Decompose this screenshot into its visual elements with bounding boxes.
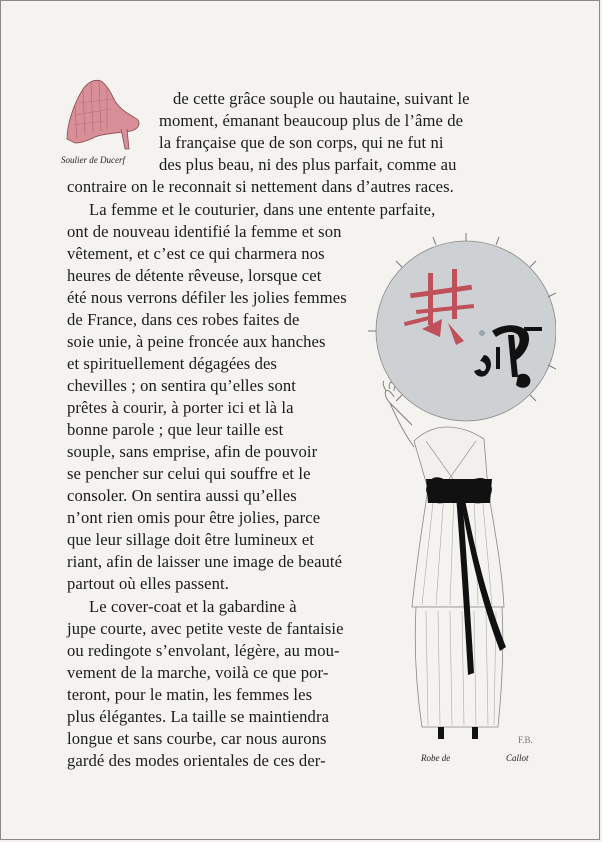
text-line: La femme et le couturier, dans une entente parfaite, — [89, 200, 436, 219]
text-line: gardé des modes orientales de ces der- — [67, 751, 326, 770]
text-line: des plus beau, ni des plus parfait, comme au — [159, 155, 457, 174]
text-line: de cette grâce souple ou hautaine, suivant le — [173, 89, 470, 108]
text-line: chevilles ; on sentira qu’elles sont — [67, 376, 296, 395]
text-line: vement de la marche, voilà ce que por- — [67, 663, 329, 682]
shoe-icon — [67, 80, 139, 149]
text-line: longue et sans courbe, car nous aurons — [67, 729, 327, 748]
text-line: teront, pour le matin, les femmes les — [67, 685, 313, 704]
text-line: et spirituellement dégagées des — [67, 354, 277, 373]
dress-caption-left: Robe de — [421, 753, 451, 763]
text-line: de France, dans ces robes faites de — [67, 310, 300, 329]
text-line: été nous verrons défiler les jolies femmes — [67, 288, 347, 307]
text-line: soie unie, à peine froncée aux hanches — [67, 332, 326, 351]
dress-skirt-lower — [415, 607, 503, 727]
text-line: que leur sillage doit être lumineux et — [67, 530, 315, 549]
text-line: jupe courte, avec petite veste de fantaisie — [67, 619, 344, 638]
text-line: consoler. On sentira aussi qu’elles — [67, 486, 297, 505]
dress-caption-right: Callot — [506, 753, 529, 763]
text-line: se pencher sur celui qui souffre et le — [67, 464, 311, 483]
parasol-icon — [368, 233, 556, 421]
text-line: bonne parole ; que leur taille est — [67, 420, 284, 439]
text-line: moment, émanant beaucoup plus de l’âme de — [159, 111, 464, 130]
text-line: contraire on le reconnait si nettement dans d’autres races. — [67, 177, 454, 196]
text-line: n’ont rien omis pour être jolies, parce — [67, 508, 321, 527]
dress-illustration — [356, 227, 556, 763]
text-line: vêtement, et c’est ce qui charmera nos — [67, 244, 325, 263]
monogram-caption: F.B. — [518, 735, 533, 745]
text-line: Le cover-coat et la gabardine à — [89, 597, 297, 616]
text-line: ont de nouveau identifié la femme et son — [67, 222, 342, 241]
text-line: partout où elles passent. — [67, 574, 229, 593]
text-line: souple, sans emprise, afin de pouvoir — [67, 442, 318, 461]
text-line: ou redingote s’envolant, légère, au mou- — [67, 641, 340, 660]
text-line: la française que de son corps, qui ne fut ni — [159, 133, 444, 152]
text-line: plus élégantes. La taille se maintiendra — [67, 707, 330, 726]
shoe-caption: Soulier de Ducerf — [61, 155, 125, 165]
text-line: heures de détente rêveuse, lorsque cet — [67, 266, 322, 285]
shoe-illustration — [61, 75, 143, 151]
text-line: riant, afin de laisser une image de beauté — [67, 552, 343, 571]
text-line: prêtes à courir, à porter ici et là la — [67, 398, 294, 417]
